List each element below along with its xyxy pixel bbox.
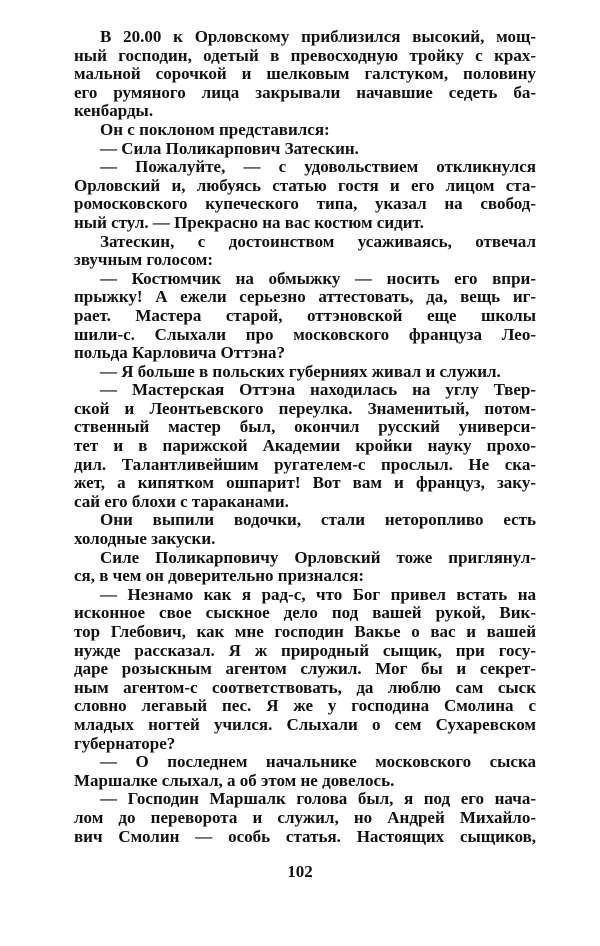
paragraph <box>74 28 536 121</box>
text-line: холодные закуски. <box>74 529 216 549</box>
paragraph <box>74 363 536 382</box>
paragraph <box>74 753 536 790</box>
paragraph <box>74 586 536 753</box>
text-line: рает. Мастера старой, оттэновской еще школы <box>74 305 536 325</box>
text-line: нужде рассказал. Я ж природный сыщик, при госу- <box>74 640 536 660</box>
text-line: Они выпили водочки, стали неторопливо есть <box>100 510 536 530</box>
text-line: кенбарды. <box>74 101 154 121</box>
text-line: В 20.00 к Орловскому приблизился высокий, мощ- <box>100 27 536 46</box>
text-line: — О последнем начальнике московского сыска <box>100 752 536 772</box>
paragraph <box>74 790 536 846</box>
paragraph <box>74 233 536 270</box>
text-line: шили-с. Слыхали про московского француза Лео- <box>74 324 536 344</box>
text-line: ный господин, одетый в превосходную тройку с крах- <box>74 45 536 65</box>
text-line: — Мастерская Оттэна находилась на углу Твер- <box>100 380 536 400</box>
text-line: — Сила Поликарпович Затескин. <box>100 138 359 158</box>
text-line: словно легавый пес. Я же у господина Смолина с <box>74 696 536 716</box>
text-line: Затескин, с достоинством усаживаясь, отвечал <box>100 231 536 251</box>
text-line: мальной сорочкой и шелковым галстуком, половину <box>74 64 536 84</box>
text-line: ственный мастер был, окончил русский универси- <box>74 417 536 437</box>
paragraph <box>74 158 536 232</box>
text-line: младых ногтей учился. Слыхали о сем Сухаревском <box>74 714 536 734</box>
paragraph <box>74 140 536 159</box>
text-line: прыжку! А ежели серьезно аттестовать, да, вещь иг- <box>74 287 536 307</box>
text-line: ным агентом-с соответствовать, да люблю сам сыск <box>74 677 536 697</box>
text-line: лом до переворота и служил, но Андрей Михайло- <box>74 807 536 827</box>
text-line: Орловский и, любуясь статью гостя и его лицом ста- <box>74 175 536 195</box>
page-number: 102 <box>287 862 313 881</box>
paragraph <box>74 549 536 586</box>
text-line: — Костюмчик на обмыжку — носить его впри- <box>100 268 536 288</box>
paragraph <box>74 511 536 548</box>
text-line: сай его блохи с тараканами. <box>74 491 289 511</box>
text-line: даре розыскным агентом служил. Мог бы и секрет- <box>74 659 536 679</box>
text-line: Силе Поликарповичу Орловский тоже приглянул- <box>100 547 536 567</box>
text-line: дил. Талантливейшим ругателем-с прослыл. Не ска- <box>74 454 536 474</box>
text-line: Он с поклоном представился: <box>100 119 330 139</box>
text-line: Маршалке слыхал, а об этом не довелось. <box>74 770 395 790</box>
text-line: его румяного лица закрывали начавшие седеть ба- <box>74 82 536 102</box>
text-line: исконное свое сыскное дело под вашей рукой, Вик- <box>74 603 536 623</box>
text-line: вич Смолин — особь статья. Настоящих сыщиков, <box>74 826 536 846</box>
paragraph <box>74 121 536 140</box>
text-line: — Незнамо как я рад-с, что Бог привел встать на <box>100 584 536 604</box>
text-line: — Пожалуйте, — с удовольствием откликнулся <box>100 157 536 177</box>
paragraph <box>74 270 536 363</box>
text-line: — Я больше в польских губерниях живал и служил. <box>100 361 501 381</box>
text-line: жет, а кипятком ошпарит! Вот вам и француз, заку- <box>74 473 536 493</box>
text-line: ся, в чем он доверительно признался: <box>74 566 365 586</box>
text-line: польда Карловича Оттэна? <box>74 343 285 363</box>
book-page-text <box>74 28 536 846</box>
text-line: губернаторе? <box>74 733 176 753</box>
text-line: — Господин Маршалк голова был, я под его нача- <box>100 789 536 809</box>
text-line: ской и Леонтьевского переулка. Знаменитый, потом- <box>74 398 536 418</box>
paragraph <box>74 381 536 511</box>
text-line: тет и в парижской Академии кройки науку прохо- <box>74 436 536 456</box>
text-line: ный стул. — Прекрасно на вас костюм сидит. <box>74 212 424 232</box>
text-line: тор Глебович, как мне господин Вакье о вас и вашей <box>74 622 536 641</box>
text-line: звучным голосом: <box>74 250 213 270</box>
text-line: ромосковского купеческого типа, указал на свобод- <box>74 194 536 214</box>
